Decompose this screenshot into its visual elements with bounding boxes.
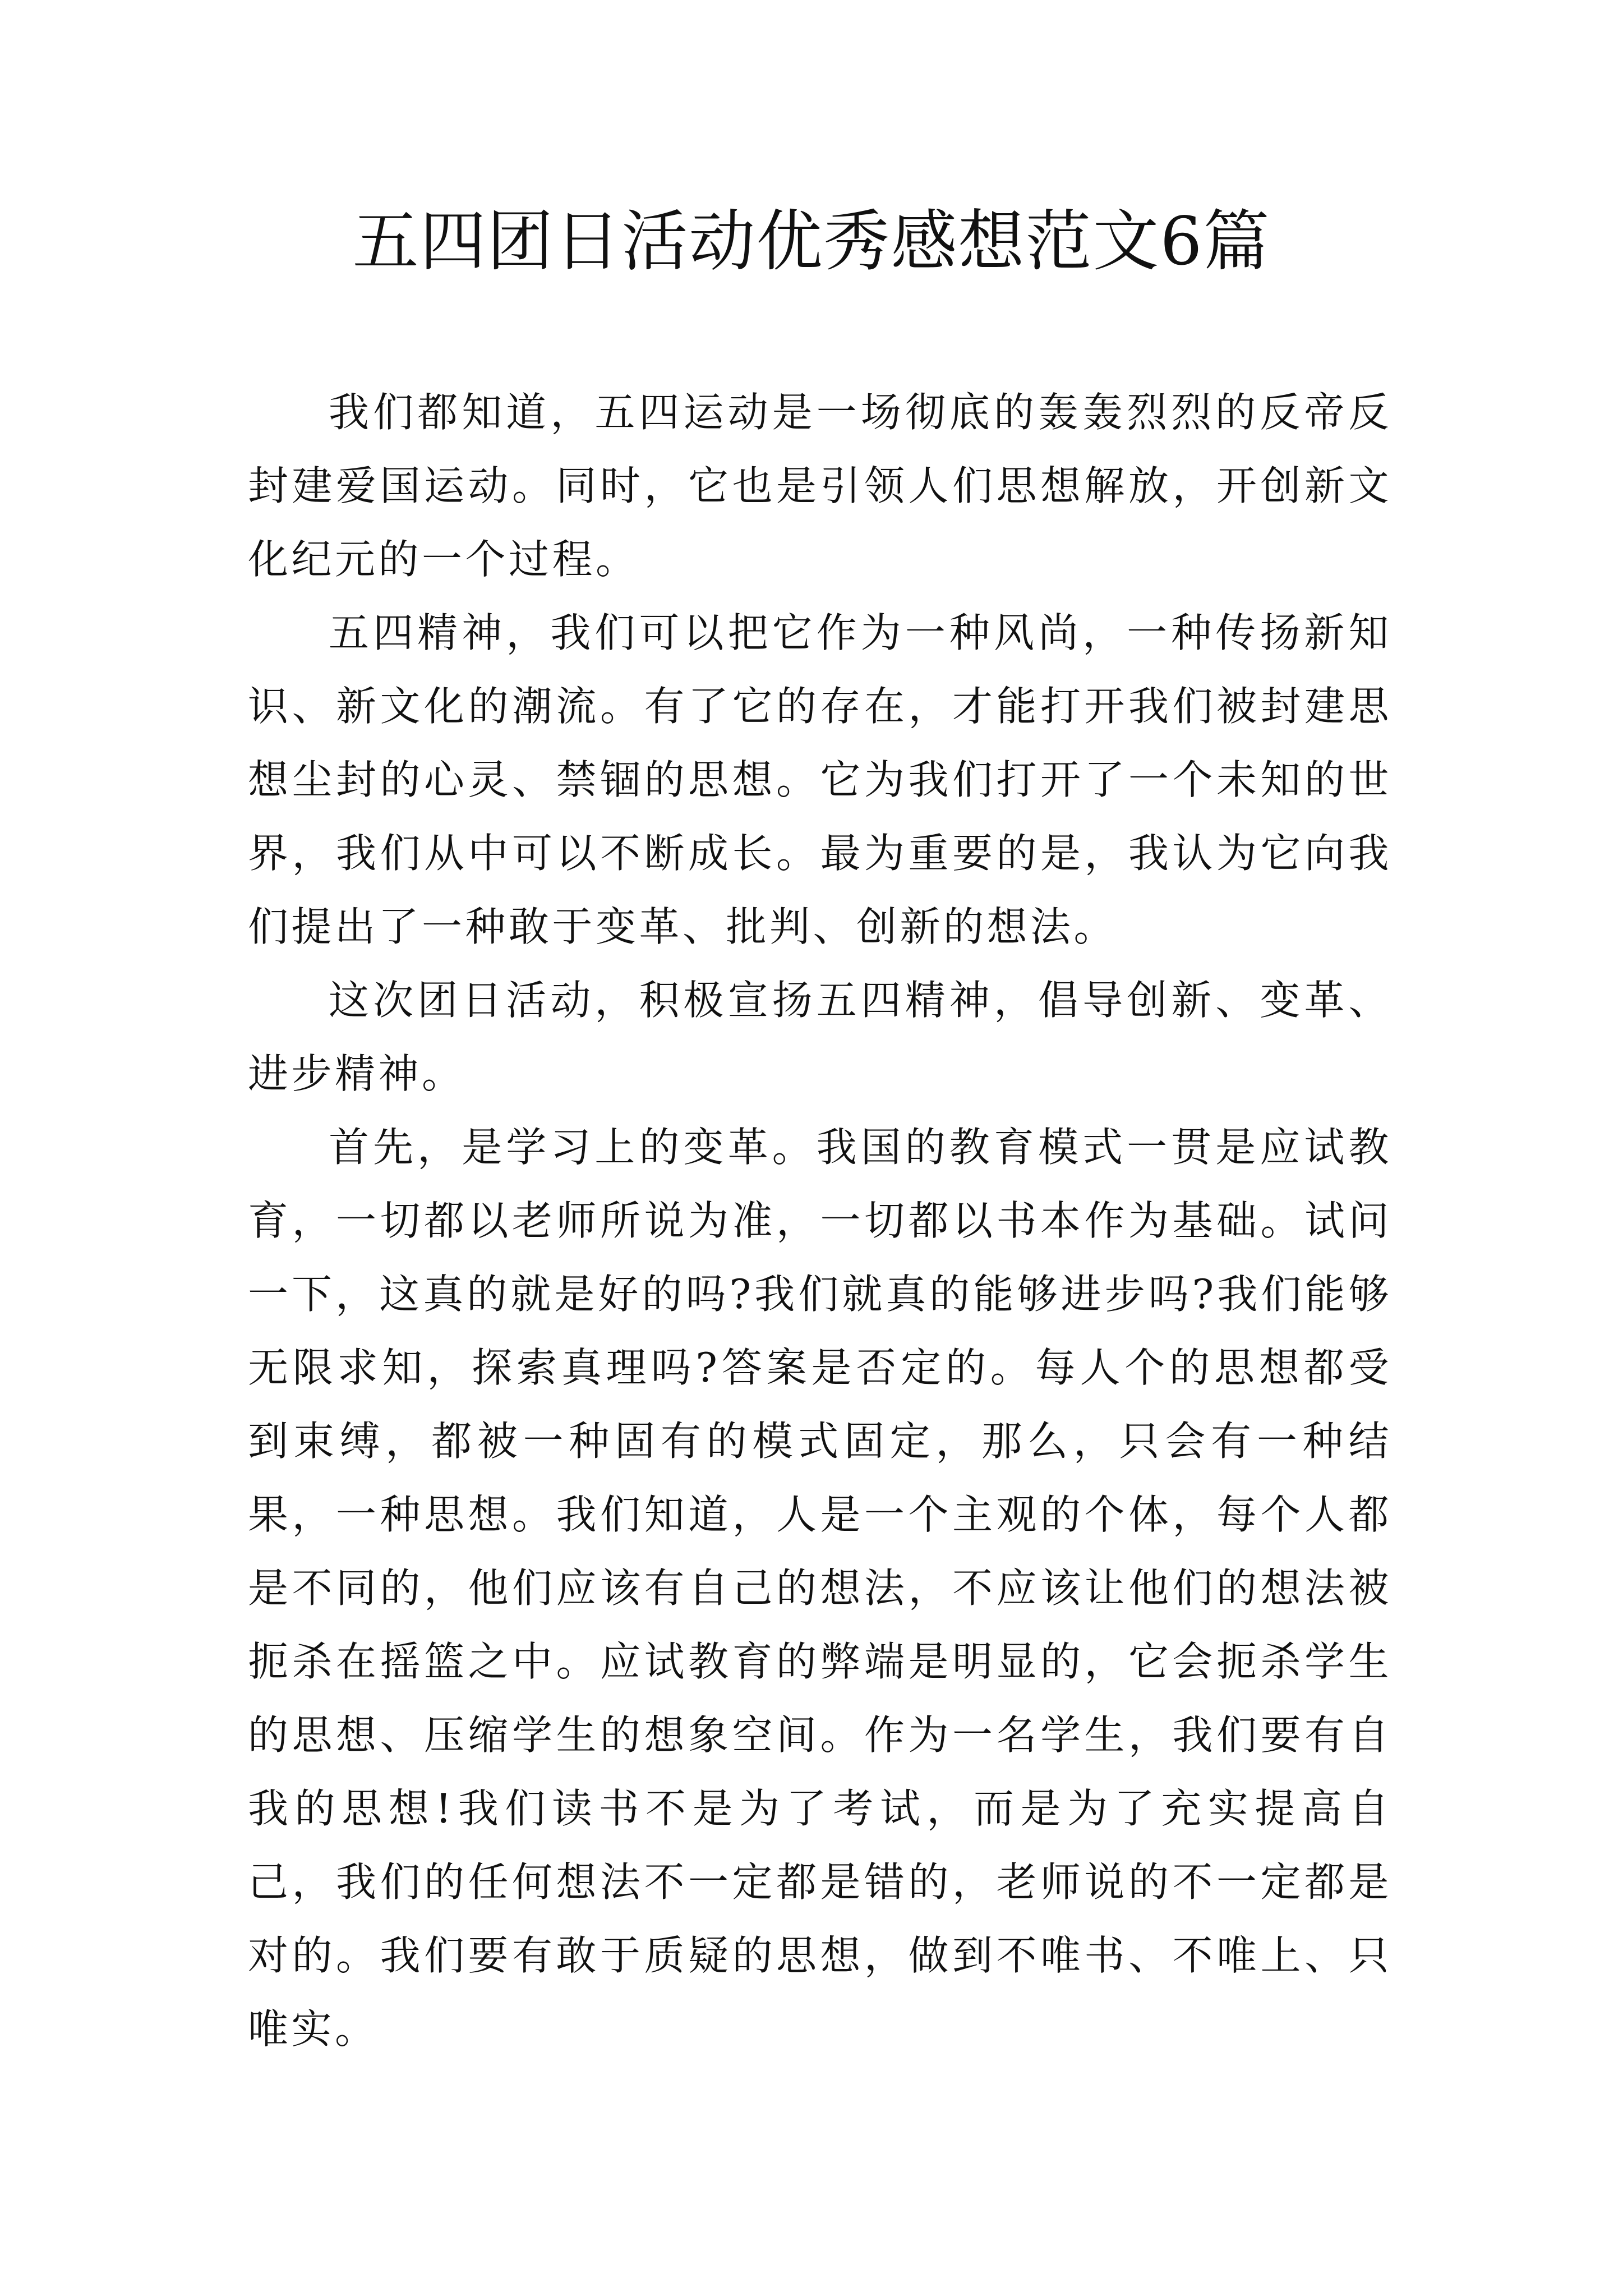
- document-title: 五四团日活动优秀感想范文6篇: [352, 203, 1271, 280]
- document-body: [248, 376, 1392, 2066]
- paragraph-1: 我们都知道，五四运动是一场彻底的轰轰烈烈的反帝反封建爱国运动。同时，它也是引领人们思想解放，开创新文化纪元的一个过程。: [248, 389, 1392, 583]
- paragraph-4: 首先，是学习上的变革。我国的教育模式一贯是应试教育，一切都以老师所说为准，一切都以书本作为基础。试问一下，这真的就是好的吗?我们就真的能够进步吗?我们能够无限求知，探索真理吗?答案是否定的。每人个的思想都受到束缚，都被一种固有的模式固定，那么，只会有一种结果，一种思想。我们知道，人是一个主观的个体，每个人都是不同的，他们应该有自己的想法，不应该让他们的想法被扼杀在摇篮之中。应试教育的弊端是明显的，它会扼杀学生的思想、压缩学生的想象空间。作为一名学生，我们要有自我的思想!我们读书不是为了考试，而是为了充实提高自己，我们的任何想法不一定都是错的，老师说的不一定都是对的。我们要有敢于质疑的思想，做到不唯书、不唯上、只唯实。: [248, 1124, 1392, 2053]
- paragraph-2: 五四精神，我们可以把它作为一种风尚，一种传扬新知识、新文化的潮流。有了它的存在，才能打开我们被封建思想尘封的心灵、禁锢的思想。它为我们打开了一个未知的世界，我们从中可以不断成长。最为重要的是，我认为它向我们提出了一种敢于变革、批判、创新的想法。: [248, 609, 1392, 950]
- paragraph-3: 这次团日活动，积极宣扬五四精神，倡导创新、变革、进步精神。: [248, 977, 1392, 1097]
